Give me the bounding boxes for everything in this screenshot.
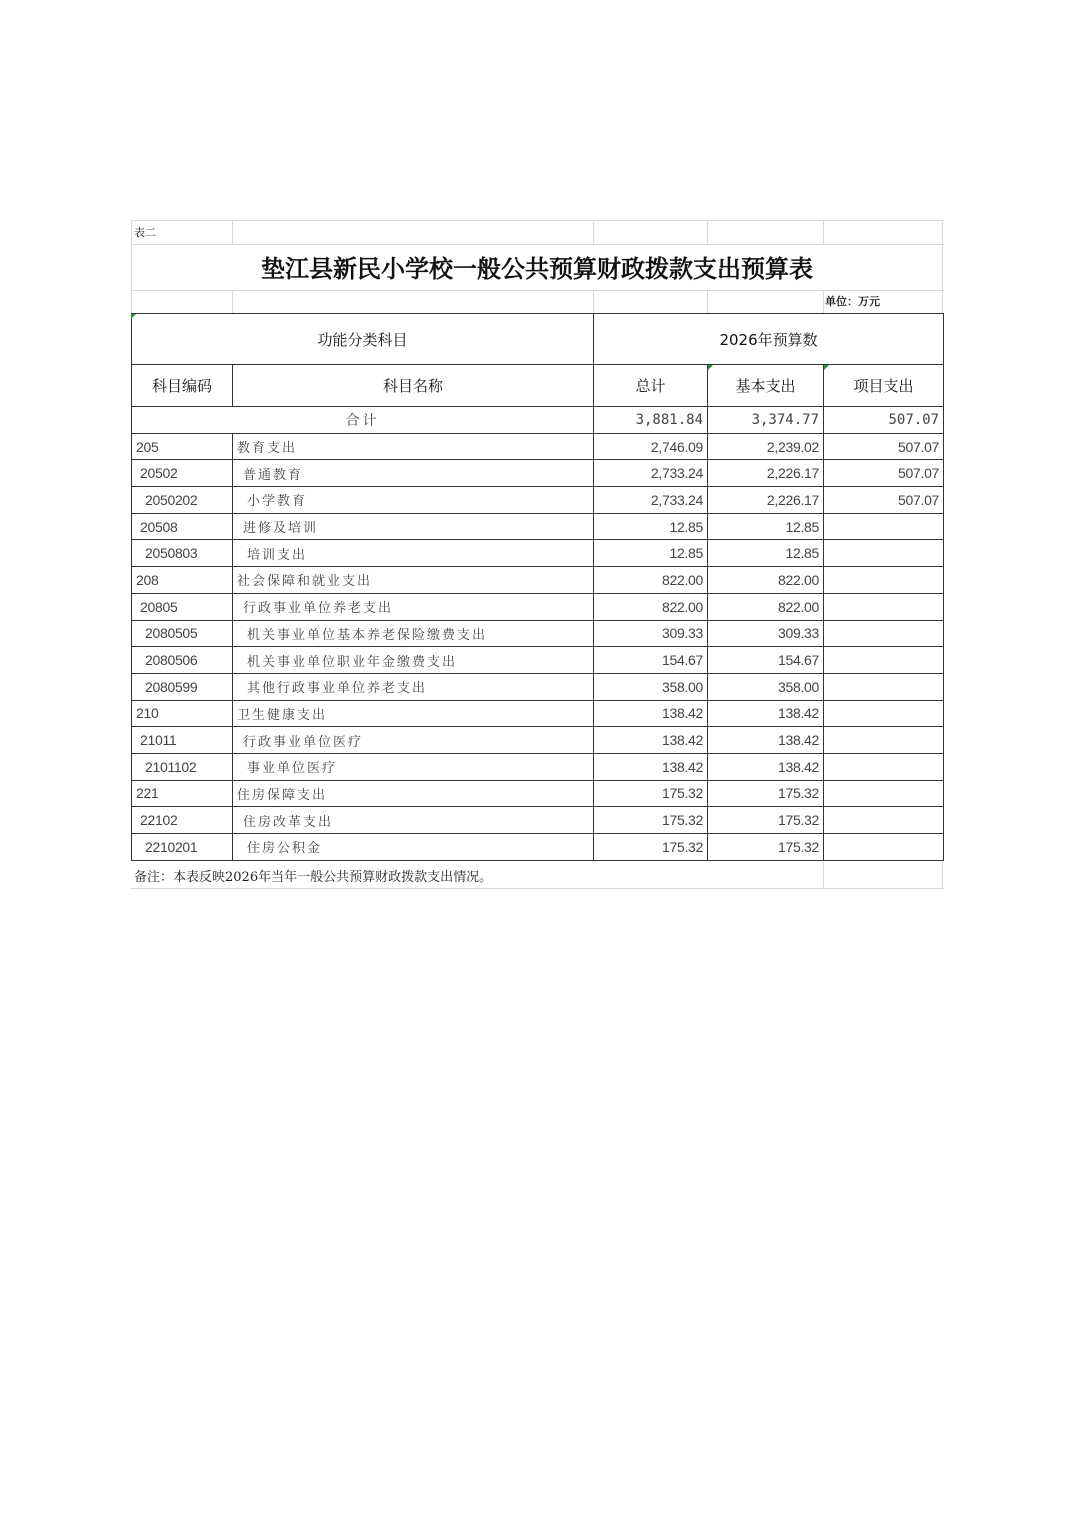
row-total: 12.85 bbox=[594, 513, 708, 540]
row-total: 154.67 bbox=[594, 647, 708, 674]
cell-marker bbox=[824, 365, 829, 370]
row-basic: 138.42 bbox=[708, 753, 824, 780]
row-code: 210 bbox=[132, 700, 233, 727]
table-row bbox=[132, 700, 944, 727]
total-row bbox=[132, 407, 944, 434]
gridline bbox=[707, 220, 708, 245]
table-row bbox=[132, 807, 944, 834]
total-project: 507.07 bbox=[824, 407, 944, 434]
row-project: 507.07 bbox=[824, 433, 944, 460]
table-row bbox=[132, 567, 944, 594]
total-basic: 3,374.77 bbox=[708, 407, 824, 434]
col-code-header: 科目编码 bbox=[132, 365, 233, 407]
row-basic: 2,239.02 bbox=[708, 433, 824, 460]
table-row bbox=[132, 834, 944, 861]
row-name: 小学教育 bbox=[233, 487, 594, 514]
row-name: 行政事业单位养老支出 bbox=[233, 593, 594, 620]
footnote: 备注：本表反映2026年当年一般公共预算财政拨款支出情况。 bbox=[134, 869, 493, 885]
row-total: 175.32 bbox=[594, 780, 708, 807]
row-code: 2080506 bbox=[132, 647, 233, 674]
row-code: 205 bbox=[132, 433, 233, 460]
unit-label: 单位：万元 bbox=[825, 295, 880, 308]
row-project bbox=[824, 727, 944, 754]
table-row bbox=[132, 647, 944, 674]
table-tag: 表二 bbox=[134, 226, 156, 239]
row-project bbox=[824, 753, 944, 780]
table-row bbox=[132, 487, 944, 514]
budget-table bbox=[131, 313, 944, 861]
row-name: 教育支出 bbox=[233, 433, 594, 460]
cell-marker bbox=[708, 365, 713, 370]
row-total: 2,733.24 bbox=[594, 487, 708, 514]
row-total: 358.00 bbox=[594, 673, 708, 700]
gridline bbox=[707, 290, 708, 314]
row-basic: 175.32 bbox=[708, 807, 824, 834]
row-project bbox=[824, 700, 944, 727]
row-basic: 138.42 bbox=[708, 727, 824, 754]
row-total: 138.42 bbox=[594, 700, 708, 727]
row-total: 175.32 bbox=[594, 834, 708, 861]
table-row bbox=[132, 673, 944, 700]
row-name: 其他行政事业单位养老支出 bbox=[233, 673, 594, 700]
table-row bbox=[132, 433, 944, 460]
row-code: 21011 bbox=[132, 727, 233, 754]
row-code: 2050803 bbox=[132, 540, 233, 567]
table-row bbox=[132, 540, 944, 567]
gridline bbox=[232, 220, 233, 245]
row-total: 175.32 bbox=[594, 807, 708, 834]
table-row bbox=[132, 780, 944, 807]
row-name: 卫生健康支出 bbox=[233, 700, 594, 727]
row-name: 社会保障和就业支出 bbox=[233, 567, 594, 594]
table-row bbox=[132, 753, 944, 780]
row-name: 行政事业单位医疗 bbox=[233, 727, 594, 754]
row-project bbox=[824, 647, 944, 674]
row-project bbox=[824, 620, 944, 647]
col-name-header: 科目名称 bbox=[233, 365, 594, 407]
row-code: 20508 bbox=[132, 513, 233, 540]
group-header: 功能分类科目 bbox=[132, 314, 594, 365]
header-row-columns bbox=[132, 365, 944, 407]
row-project bbox=[824, 567, 944, 594]
gridline bbox=[593, 220, 594, 245]
row-project bbox=[824, 807, 944, 834]
table-row bbox=[132, 460, 944, 487]
row-total: 138.42 bbox=[594, 727, 708, 754]
row-basic: 358.00 bbox=[708, 673, 824, 700]
page-title: 垫江县新民小学校一般公共预算财政拨款支出预算表 bbox=[261, 253, 813, 283]
row-code: 208 bbox=[132, 567, 233, 594]
row-code: 2210201 bbox=[132, 834, 233, 861]
row-project bbox=[824, 593, 944, 620]
row-name: 住房保障支出 bbox=[233, 780, 594, 807]
gridline bbox=[593, 290, 594, 314]
table-row bbox=[132, 727, 944, 754]
row-name: 住房改革支出 bbox=[233, 807, 594, 834]
gridline bbox=[131, 888, 944, 889]
row-total: 138.42 bbox=[594, 753, 708, 780]
row-basic: 822.00 bbox=[708, 593, 824, 620]
row-code: 20502 bbox=[132, 460, 233, 487]
row-code: 2101102 bbox=[132, 753, 233, 780]
row-total: 822.00 bbox=[594, 567, 708, 594]
row-total: 2,746.09 bbox=[594, 433, 708, 460]
gridline bbox=[232, 290, 233, 314]
row-code: 2080599 bbox=[132, 673, 233, 700]
row-project bbox=[824, 780, 944, 807]
row-code: 221 bbox=[132, 780, 233, 807]
row-project bbox=[824, 513, 944, 540]
gridline bbox=[823, 220, 824, 245]
row-project: 507.07 bbox=[824, 460, 944, 487]
row-project: 507.07 bbox=[824, 487, 944, 514]
cell-marker bbox=[131, 314, 136, 319]
total-label: 合计 bbox=[132, 407, 594, 434]
row-total: 309.33 bbox=[594, 620, 708, 647]
row-basic: 12.85 bbox=[708, 513, 824, 540]
row-total: 12.85 bbox=[594, 540, 708, 567]
col-project-header: 项目支出 bbox=[824, 365, 944, 407]
row-code: 20805 bbox=[132, 593, 233, 620]
row-name: 事业单位医疗 bbox=[233, 753, 594, 780]
row-basic: 309.33 bbox=[708, 620, 824, 647]
col-total-header: 总计 bbox=[594, 365, 708, 407]
col-basic-header: 基本支出 bbox=[708, 365, 824, 407]
row-name: 住房公积金 bbox=[233, 834, 594, 861]
row-basic: 154.67 bbox=[708, 647, 824, 674]
row-name: 机关事业单位职业年金缴费支出 bbox=[233, 647, 594, 674]
row-basic: 12.85 bbox=[708, 540, 824, 567]
total-total: 3,881.84 bbox=[594, 407, 708, 434]
row-basic: 2,226.17 bbox=[708, 460, 824, 487]
row-name: 机关事业单位基本养老保险缴费支出 bbox=[233, 620, 594, 647]
row-code: 22102 bbox=[132, 807, 233, 834]
row-name: 培训支出 bbox=[233, 540, 594, 567]
row-project bbox=[824, 673, 944, 700]
table-row bbox=[132, 593, 944, 620]
row-name: 普通教育 bbox=[233, 460, 594, 487]
header-row-group bbox=[132, 314, 944, 365]
row-basic: 175.32 bbox=[708, 834, 824, 861]
row-code: 2050202 bbox=[132, 487, 233, 514]
row-name: 进修及培训 bbox=[233, 513, 594, 540]
row-project bbox=[824, 834, 944, 861]
row-basic: 822.00 bbox=[708, 567, 824, 594]
row-code: 2080505 bbox=[132, 620, 233, 647]
row-basic: 175.32 bbox=[708, 780, 824, 807]
row-basic: 2,226.17 bbox=[708, 487, 824, 514]
year-header: 2026年预算数 bbox=[594, 314, 944, 365]
table-row bbox=[132, 620, 944, 647]
table-row bbox=[132, 513, 944, 540]
row-project bbox=[824, 540, 944, 567]
row-total: 822.00 bbox=[594, 593, 708, 620]
row-basic: 138.42 bbox=[708, 700, 824, 727]
row-total: 2,733.24 bbox=[594, 460, 708, 487]
